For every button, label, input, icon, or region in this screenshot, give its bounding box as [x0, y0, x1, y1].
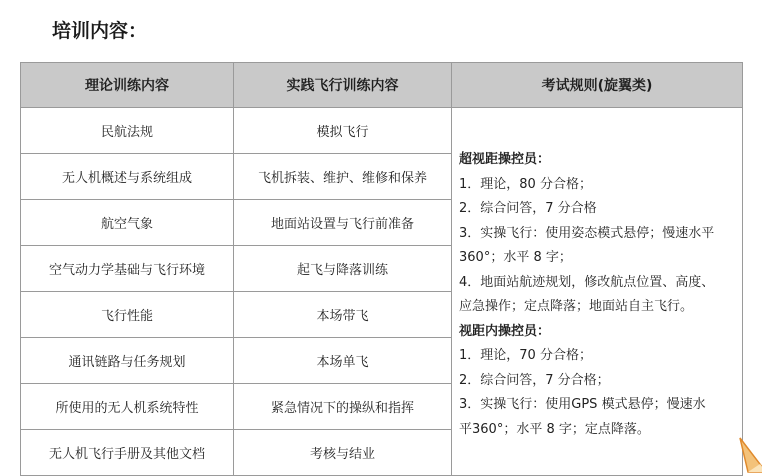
practice-cell: 地面站设置与飞行前准备 [234, 200, 452, 246]
theory-cell: 飞行性能 [21, 292, 234, 338]
theory-cell: 航空气象 [21, 200, 234, 246]
practice-cell: 本场单飞 [234, 338, 452, 384]
header-exam-rules: 考试规则(旋翼类) [452, 63, 743, 108]
practice-cell: 起飞与降落训练 [234, 246, 452, 292]
table-row [21, 108, 743, 154]
vlos-title: 视距内操控员： [459, 323, 551, 339]
rule-line: 4．地面站航迹规划，修改航点位置、高度、 [459, 274, 715, 290]
rule-line: 1．理论，70 分合格； [459, 348, 592, 363]
theory-cell: 所使用的无人机系统特性 [21, 384, 234, 430]
rule-line: 平360°；水平 8 字；定点降落。 [459, 421, 650, 437]
rule-line: 3．实操飞行：使用姿态模式悬停；慢速水平 [459, 225, 715, 241]
rule-line: 3．实操飞行：使用GPS 模式悬停；慢速水 [459, 397, 706, 412]
rule-line: 360°；水平 8 字； [459, 250, 572, 265]
rule-line: 应急操作；定点降落；地面站自主飞行。 [459, 299, 694, 314]
practice-cell: 紧急情况下的操纵和指挥 [234, 384, 452, 430]
header-theory: 理论训练内容 [21, 63, 234, 108]
table-header-row [21, 63, 743, 108]
practice-cell: 考核与结业 [234, 430, 452, 476]
practice-cell: 飞机拆装、维护、维修和保养 [234, 154, 452, 200]
theory-cell: 民航法规 [21, 108, 234, 154]
rule-line: 2．综合问答，7 分合格； [459, 372, 610, 388]
header-practice: 实践飞行训练内容 [234, 63, 452, 108]
rule-line: 2．综合问答，7 分合格 [459, 201, 597, 216]
training-table [20, 62, 743, 476]
theory-cell: 无人机概述与系统组成 [21, 154, 234, 200]
bvlos-title: 超视距操控员： [459, 152, 551, 167]
theory-cell: 通讯链路与任务规划 [21, 338, 234, 384]
theory-cell: 无人机飞行手册及其他文档 [21, 430, 234, 476]
theory-cell: 空气动力学基础与飞行环境 [21, 246, 234, 292]
page-curl-icon[interactable] [738, 436, 762, 476]
rule-line: 1．理论，80 分合格； [459, 176, 592, 192]
practice-cell: 本场带飞 [234, 292, 452, 338]
practice-cell: 模拟飞行 [234, 108, 452, 154]
page-title: 培训内容： [52, 20, 148, 42]
exam-rules-cell [452, 108, 743, 476]
